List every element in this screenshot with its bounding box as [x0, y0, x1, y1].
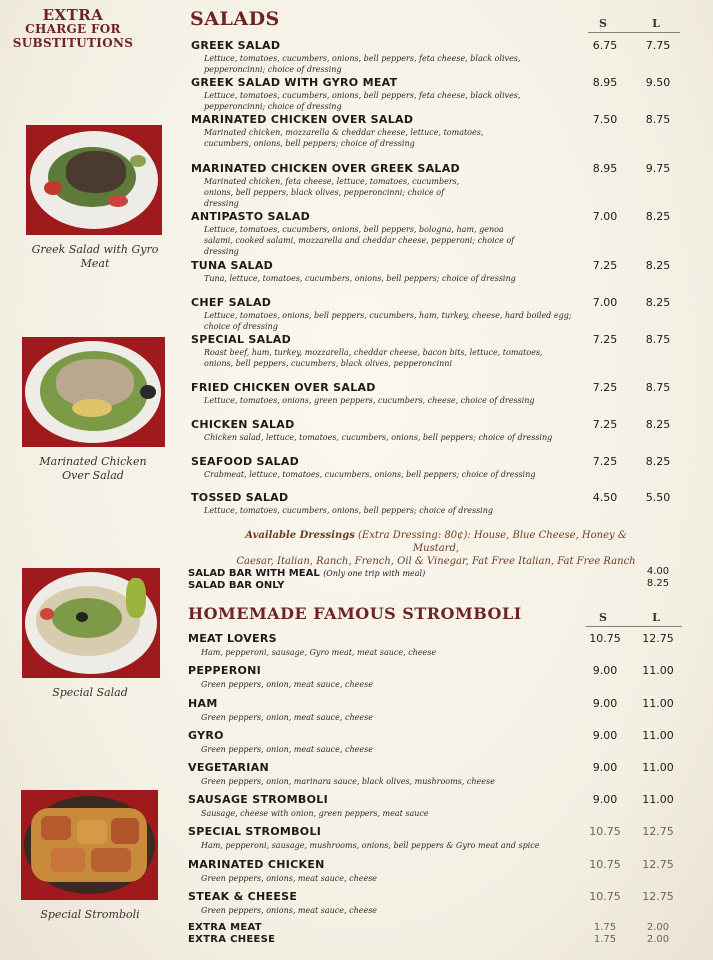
item-name: MARINATED CHICKEN	[188, 858, 325, 871]
item-desc: Lettuce, tomatoes, onions, bell peppers, cucumbers, ham, turkey, cheese, hard boiled egg; choice of dressing	[204, 311, 572, 331]
item-desc: Green peppers, onion, meat sauce, cheese	[201, 713, 373, 722]
price-small: 7.25	[592, 381, 618, 394]
item-name: TOSSED SALAD	[191, 491, 289, 504]
salad-bar-meal-note: (Only one trip with meal)	[323, 569, 426, 578]
item-name: GREEK SALAD WITH GYRO MEAT	[191, 76, 398, 89]
extra-cheese-large: 2.00	[646, 934, 670, 945]
stromboli-header-rule	[586, 626, 682, 627]
item-desc: Green peppers, onion, meat sauce, cheese	[201, 745, 373, 754]
price-small: 9.00	[592, 697, 618, 710]
price-large: 8.75	[645, 381, 671, 394]
extra-meat-label: EXTRA MEAT	[188, 922, 262, 933]
available-dressings	[236, 529, 636, 568]
extra-note-line1: EXTRA	[42, 6, 104, 24]
price-small: 7.00	[592, 296, 618, 309]
extra-cheese-label: EXTRA CHEESE	[188, 934, 276, 945]
dressings-lead: Available Dressings	[245, 530, 355, 541]
item-desc: Green peppers, onions, meat sauce, cheese	[201, 906, 378, 915]
price-small: 9.00	[592, 664, 618, 677]
item-name: MARINATED CHICKEN OVER SALAD	[191, 113, 414, 126]
price-small: 7.25	[592, 455, 618, 468]
salad-bar-meal-price: 4.00	[646, 566, 670, 577]
item-name: TUNA SALAD	[191, 259, 274, 272]
salads-title: SALADS	[190, 8, 280, 30]
price-large: 12.75	[642, 632, 674, 645]
item-name: STEAK & CHEESE	[188, 890, 298, 903]
marinated-caption-line2: Over Salad	[62, 469, 124, 482]
salads-header-rule	[588, 32, 680, 33]
item-desc: Crabmeat, lettuce, tomatoes, cucumbers, onions, bell peppers; choice of dressing	[204, 470, 536, 479]
special-salad-caption: Special Salad	[52, 686, 128, 699]
item-name: ANTIPASTO SALAD	[191, 210, 311, 223]
item-name: MEAT LOVERS	[188, 632, 277, 645]
price-small: 7.50	[592, 113, 618, 126]
item-name: HAM	[188, 697, 218, 710]
price-large: 12.75	[642, 890, 674, 903]
salad-bar-meal-label: SALAD BAR WITH MEAL	[188, 568, 320, 579]
greek-gyro-caption: Greek Salad with Gyro Meat	[31, 243, 159, 270]
extra-cheese-small: 1.75	[593, 934, 617, 945]
price-small: 9.00	[592, 793, 618, 806]
extra-meat-large: 2.00	[646, 922, 670, 933]
price-large: 11.00	[642, 729, 674, 742]
price-large: 8.75	[645, 113, 671, 126]
item-name: FRIED CHICKEN OVER SALAD	[191, 381, 376, 394]
price-large: 12.75	[642, 858, 674, 871]
salad-bar-only-label: SALAD BAR ONLY	[188, 580, 285, 591]
item-desc: Sausage, cheese with onion, green peppers, meat sauce	[201, 809, 429, 818]
extra-meat-small: 1.75	[593, 922, 617, 933]
stromboli-col-small: S	[599, 611, 607, 624]
item-desc: Lettuce, tomatoes, cucumbers, onions, bell peppers, feta cheese, black olives, pepperoncinni; choice of dressing	[204, 91, 521, 111]
item-name: CHEF SALAD	[191, 296, 272, 309]
price-large: 8.25	[645, 296, 671, 309]
price-large: 7.75	[645, 39, 671, 52]
item-name: VEGETARIAN	[188, 761, 270, 774]
price-large: 9.50	[645, 76, 671, 89]
item-name: MARINATED CHICKEN OVER GREEK SALAD	[191, 162, 460, 175]
item-name: GREEK SALAD	[191, 39, 281, 52]
item-desc: Ham, pepperoni, sausage, mushrooms, onions, bell peppers & Gyro meat and spice	[201, 841, 540, 850]
price-small: 9.00	[592, 729, 618, 742]
item-desc: Green peppers, onion, marinara sauce, black olives, mushrooms, cheese	[201, 777, 495, 786]
dressings-extra: (Extra Dressing: 80¢)	[358, 530, 468, 541]
price-large: 8.25	[645, 259, 671, 272]
item-name: SPECIAL STROMBOLI	[188, 825, 322, 838]
price-large: 9.75	[645, 162, 671, 175]
item-desc: Chicken salad, lettuce, tomatoes, cucumbers, onions, bell peppers; choice of dressing	[204, 433, 553, 442]
price-large: 5.50	[645, 491, 671, 504]
item-desc: Tuna, lettuce, tomatoes, cucumbers, onions, bell peppers; choice of dressing	[204, 274, 516, 283]
price-small: 8.95	[592, 76, 618, 89]
item-name: SEAFOOD SALAD	[191, 455, 300, 468]
salads-col-small: S	[599, 17, 607, 30]
price-large: 8.25	[645, 210, 671, 223]
extra-note-line2: CHARGE FOR	[25, 22, 121, 36]
price-small: 4.50	[592, 491, 618, 504]
price-large: 11.00	[642, 793, 674, 806]
special-stromboli-caption: Special Stromboli	[40, 908, 140, 921]
item-desc: Lettuce, tomatoes, cucumbers, onions, bell peppers, feta cheese, black olives, pepperoncinni; choice of dressing	[204, 54, 521, 74]
item-desc: Lettuce, tomatoes, cucumbers, onions, bell peppers; choice of dressing	[204, 506, 494, 515]
salad-bar-with-meal	[188, 568, 425, 579]
marinated-caption-line1: Marinated Chicken	[39, 455, 147, 468]
item-name: PEPPERONI	[188, 664, 262, 677]
price-small: 10.75	[589, 858, 621, 871]
item-desc: Green peppers, onions, meat sauce, cheese	[201, 874, 378, 883]
price-large: 11.00	[642, 761, 674, 774]
price-small: 9.00	[592, 761, 618, 774]
stromboli-col-large: L	[652, 611, 660, 624]
item-name: SAUSAGE STROMBOLI	[188, 793, 328, 806]
item-desc: Marinated chicken, mozzarella & cheddar cheese, lettuce, tomatoes, cucumbers, onions, bell peppers; choice of dressing	[204, 128, 484, 148]
price-small: 10.75	[589, 825, 621, 838]
price-large: 11.00	[642, 697, 674, 710]
item-desc: Green peppers, onion, meat sauce, cheese	[201, 680, 373, 689]
price-large: 8.25	[645, 455, 671, 468]
salads-col-large: L	[652, 17, 660, 30]
price-small: 8.95	[592, 162, 618, 175]
item-desc: Roast beef, ham, turkey, mozzarella, cheddar cheese, bacon bits, lettuce, tomatoes, onions, bell peppers, cucumbers, black olives, pepperoncinni	[204, 348, 543, 368]
dressings-list1: : House, Blue Cheese, Honey & Mustard,	[412, 530, 627, 554]
price-small: 7.25	[592, 333, 618, 346]
item-desc: Marinated chicken, feta cheese, lettuce, tomatoes, cucumbers, onions, bell peppers, black olives, pepperoncinni; choice of dressing	[204, 177, 460, 208]
item-desc: Lettuce, tomatoes, onions, green peppers, cucumbers, cheese, choice of dressing	[204, 396, 535, 405]
price-large: 11.00	[642, 664, 674, 677]
price-small: 7.25	[592, 418, 618, 431]
item-desc: Ham, pepperoni, sausage, Gyro meat, meat sauce, cheese	[201, 648, 437, 657]
price-large: 8.25	[645, 418, 671, 431]
price-large: 12.75	[642, 825, 674, 838]
item-name: CHICKEN SALAD	[191, 418, 295, 431]
item-desc: Lettuce, tomatoes, cucumbers, onions, bell peppers, bologna, ham, genoa salami, cooked salami, mozzarella and cheddar cheese, pepperoni; choice of dressing	[204, 225, 515, 256]
price-small: 6.75	[592, 39, 618, 52]
salad-bar-only-price: 8.25	[646, 578, 670, 589]
price-small: 7.00	[592, 210, 618, 223]
price-small: 7.25	[592, 259, 618, 272]
price-large: 8.75	[645, 333, 671, 346]
extra-note-line3: SUBSTITUTIONS	[12, 36, 134, 50]
price-small: 10.75	[589, 890, 621, 903]
dressings-list2: Caesar, Italian, Ranch, French, Oil & Vinegar, Fat Free Italian, Fat Free Ranch	[236, 556, 636, 567]
stromboli-title: HOMEMADE FAMOUS STROMBOLI	[188, 604, 522, 623]
item-name: GYRO	[188, 729, 224, 742]
price-small: 10.75	[589, 632, 621, 645]
item-name: SPECIAL SALAD	[191, 333, 292, 346]
